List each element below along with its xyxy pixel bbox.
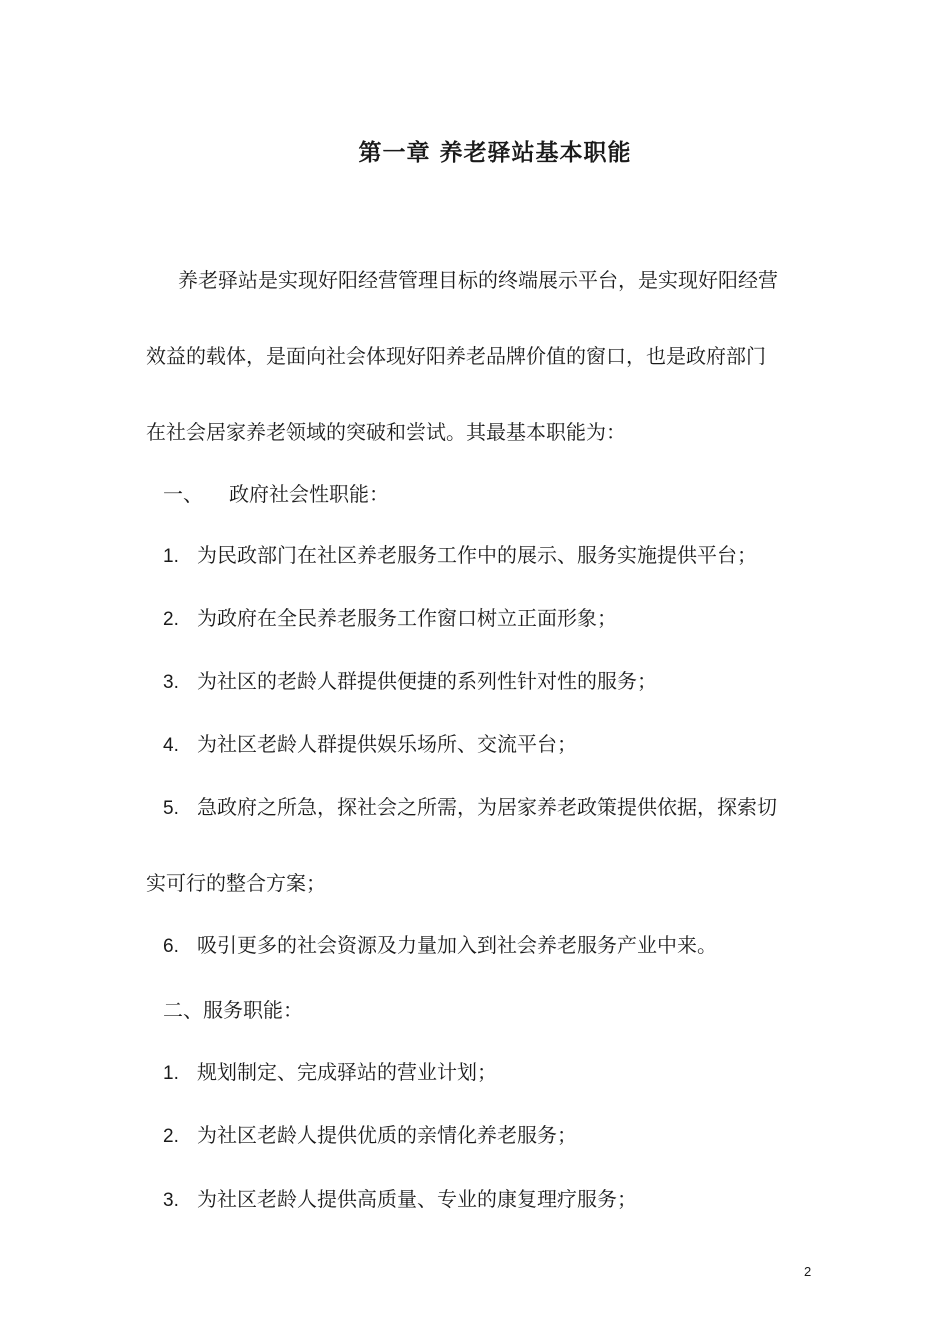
list-item-continuation [146,869,326,897]
list-item-text: 为社区老龄人提供优质的亲情化养老服务； [197,1123,577,1147]
list-item [163,604,617,634]
list-item-text: 急政府之所急，探社会之所需，为居家养老政策提供依据，探索切 [197,795,777,819]
list-item-text: 实可行的整合方案； [146,871,326,895]
list-item-text: 规划制定、完成驿站的营业计划； [197,1060,497,1084]
chapter-title: 第一章 养老驿站基本职能 [358,140,632,166]
list-item [163,541,757,571]
section2-heading: 二、服务职能： [163,998,303,1022]
list-item-number: 5. [163,798,179,819]
section1-heading-number: 一、 [163,482,203,506]
list-item-number: 2. [163,609,179,630]
list-item-text: 为社区的老龄人群提供便捷的系列性针对性的服务； [197,669,657,693]
list-item-number: 1. [163,1063,179,1084]
list-item-number: 2. [163,1126,179,1147]
list-item-number: 3. [163,1190,179,1211]
list-item [163,793,777,823]
section1-heading-text: 政府社会性职能： [229,482,389,506]
list-item [163,1121,577,1151]
list-item-text: 为社区老龄人提供高质量、专业的康复理疗服务； [197,1187,637,1211]
list-item-text: 为民政部门在社区养老服务工作中的展示、服务实施提供平台； [197,543,757,567]
list-item-text: 为政府在全民养老服务工作窗口树立正面形象； [197,606,617,630]
intro-line-1: 养老驿站是实现好阳经营管理目标的终端展示平台，是实现好阳经营 [178,268,778,292]
list-item-text: 为社区老龄人群提供娱乐场所、交流平台； [197,732,577,756]
list-item-number: 3. [163,672,179,693]
list-item-number: 6. [163,936,179,957]
section1-heading [163,480,389,508]
list-item [163,1058,497,1088]
list-item [163,730,577,760]
list-item-text: 吸引更多的社会资源及力量加入到社会养老服务产业中来。 [197,933,717,957]
list-item [163,931,717,961]
list-item [163,1185,637,1215]
intro-line-2: 效益的载体，是面向社会体现好阳养老品牌价值的窗口，也是政府部门 [146,344,766,368]
list-item-number: 4. [163,735,179,756]
list-item-number: 1. [163,546,179,567]
page-number: 2 [804,1264,812,1279]
list-item [163,667,657,697]
intro-line-3: 在社会居家养老领域的突破和尝试。其最基本职能为： [146,420,626,444]
